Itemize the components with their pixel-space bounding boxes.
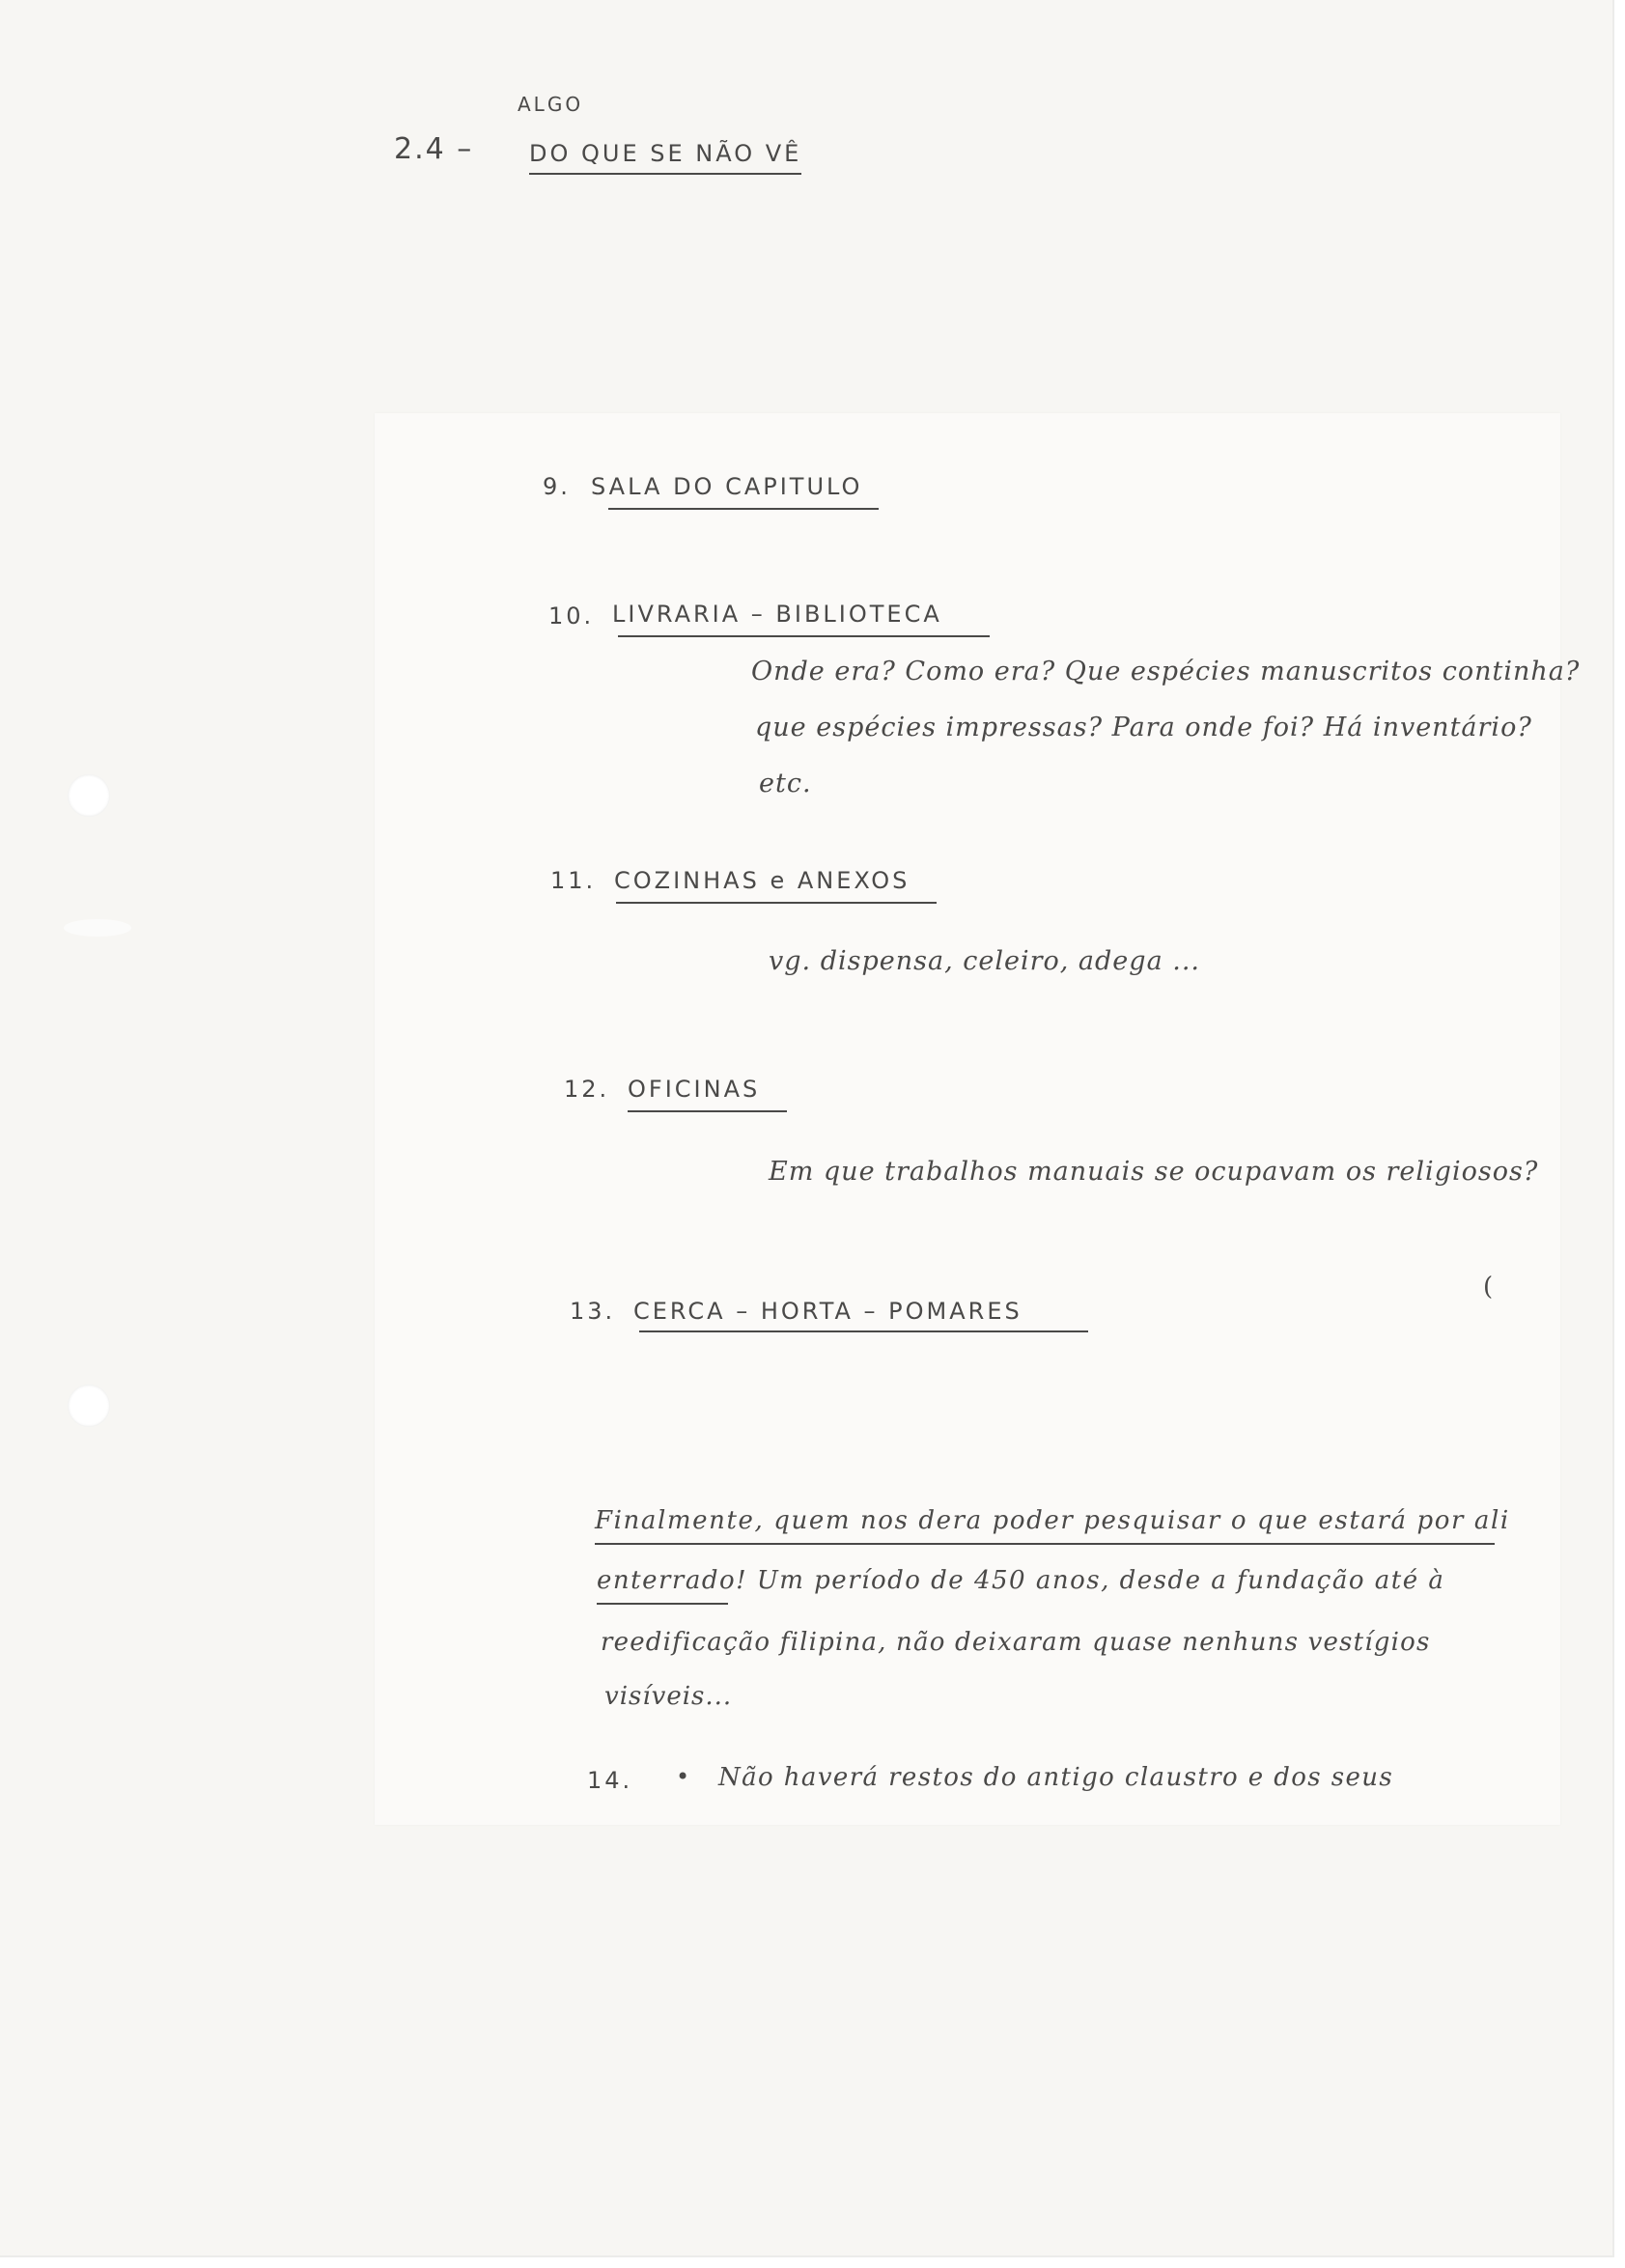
heading-number: 2.4 – (394, 132, 474, 166)
item-text: Não haverá restos do antigo claustro e dos seus (718, 1763, 1394, 1792)
section-note-line: etc. (759, 769, 812, 798)
section-note-line: vg. dispensa, celeiro, adega ... (769, 946, 1200, 976)
section-number: 11. (550, 867, 597, 894)
page-title: DO QUE SE NÃO VÊ (529, 140, 801, 175)
title-underline (639, 1330, 1088, 1332)
paper-mark (64, 919, 131, 937)
section-title: OFICINAS (628, 1076, 761, 1103)
section-number: 13. (570, 1298, 616, 1325)
punch-hole-bottom (68, 1385, 110, 1427)
closing-underline (597, 1603, 728, 1605)
punch-hole-top (68, 774, 110, 817)
section-note-line: que espécies impressas? Para onde foi? Há inventário? (755, 713, 1532, 742)
closing-underline (595, 1543, 1495, 1545)
heading-insert-word: ALGO (518, 93, 584, 116)
section-title: CERCA – HORTA – POMARES (633, 1298, 1023, 1325)
section-number: 9. (543, 473, 571, 500)
title-underline (618, 635, 990, 637)
section-number: 12. (564, 1076, 610, 1103)
closing-line: Finalmente, quem nos dera poder pesquisar o que estará por ali (595, 1506, 1510, 1535)
section-title: COZINHAS e ANEXOS (614, 867, 911, 894)
section-title: LIVRARIA – BIBLIOTECA (612, 601, 942, 628)
title-underline (608, 508, 879, 510)
bullet-dot: • (676, 1763, 690, 1790)
closing-line: enterrado! Um período de 450 anos, desde a fundação até à (597, 1566, 1445, 1595)
section-note-line: Em que trabalhos manuais se ocupavam os religiosos? (769, 1157, 1539, 1187)
title-underline (616, 902, 937, 904)
closing-line: reedificação filipina, não deixaram quase nenhuns vestígios (601, 1628, 1431, 1657)
title-underline (628, 1110, 787, 1112)
section-number: 10. (548, 602, 595, 630)
closing-line: visíveis... (604, 1682, 733, 1711)
margin-tick: ( (1483, 1273, 1494, 1302)
item-number: 14. (587, 1767, 633, 1794)
section-title: SALA DO CAPITULO (591, 473, 863, 500)
section-note-line: Onde era? Como era? Que espécies manuscritos continha? (751, 657, 1581, 686)
